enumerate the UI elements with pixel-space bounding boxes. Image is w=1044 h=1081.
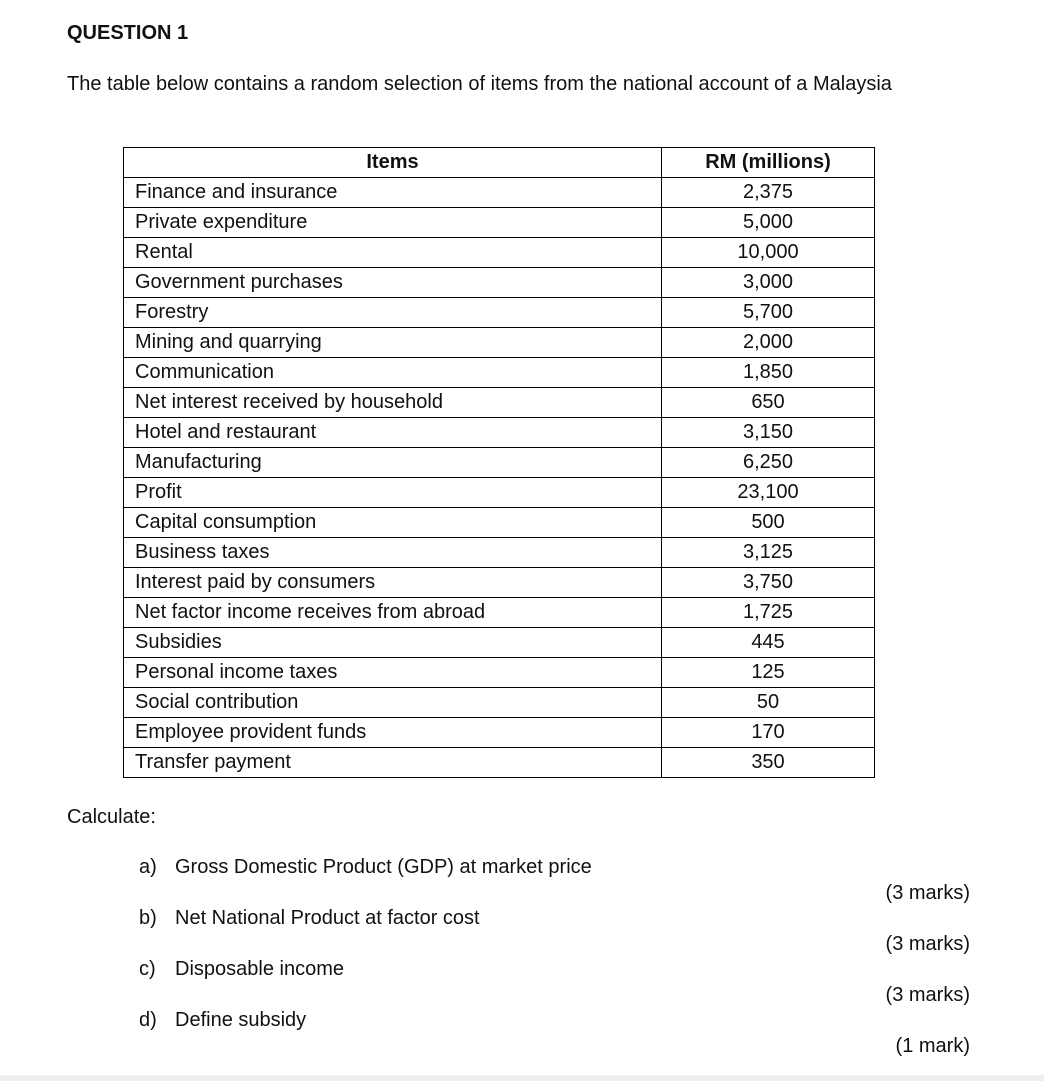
question-item: [139, 1009, 306, 1032]
item-name: Forestry: [124, 298, 662, 328]
national-account-table: [123, 147, 875, 778]
item-value: 3,750: [662, 568, 875, 598]
question-letter: d): [139, 1009, 157, 1031]
table-row: [124, 748, 875, 778]
table-row: [124, 538, 875, 568]
table-row: [124, 718, 875, 748]
table-row: [124, 628, 875, 658]
question-text: Define subsidy: [175, 1009, 307, 1031]
item-value: 3,125: [662, 538, 875, 568]
question-letter: c): [139, 958, 156, 980]
table-row: [124, 508, 875, 538]
item-value: 6,250: [662, 448, 875, 478]
item-name: Hotel and restaurant: [124, 418, 662, 448]
table-row: [124, 178, 875, 208]
table-header-row: [124, 148, 875, 178]
item-value: 23,100: [662, 478, 875, 508]
item-name: Finance and insurance: [124, 178, 662, 208]
question-text: Disposable income: [175, 958, 344, 980]
item-value: 2,000: [662, 328, 875, 358]
calculate-label: Calculate:: [67, 806, 156, 828]
item-value: 50: [662, 688, 875, 718]
question-letter: b): [139, 907, 157, 929]
item-value: 350: [662, 748, 875, 778]
item-value: 5,700: [662, 298, 875, 328]
item-name: Employee provident funds: [124, 718, 662, 748]
question-item: [139, 856, 592, 879]
question-marks: (1 mark): [895, 1035, 970, 1057]
header-items: Items: [124, 148, 662, 178]
item-value: 650: [662, 388, 875, 418]
bottom-edge: [0, 1075, 1044, 1081]
table-row: [124, 388, 875, 418]
item-value: 1,850: [662, 358, 875, 388]
item-name: Government purchases: [124, 268, 662, 298]
item-value: 2,375: [662, 178, 875, 208]
item-value: 3,150: [662, 418, 875, 448]
item-name: Manufacturing: [124, 448, 662, 478]
question-title: QUESTION 1: [67, 22, 189, 44]
item-value: 445: [662, 628, 875, 658]
table-row: [124, 418, 875, 448]
item-name: Subsidies: [124, 628, 662, 658]
item-name: Transfer payment: [124, 748, 662, 778]
intro-text: The table below contains a random selection of items from the national account of a Malaysia: [67, 73, 892, 95]
question-text: Gross Domestic Product (GDP) at market price: [175, 856, 592, 878]
item-value: 500: [662, 508, 875, 538]
item-value: 170: [662, 718, 875, 748]
table-row: [124, 688, 875, 718]
item-value: 3,000: [662, 268, 875, 298]
question-item: [139, 958, 344, 981]
question-item: [139, 907, 480, 930]
item-name: Mining and quarrying: [124, 328, 662, 358]
item-name: Net interest received by household: [124, 388, 662, 418]
table-row: [124, 328, 875, 358]
table-row: [124, 298, 875, 328]
question-marks: (3 marks): [885, 984, 970, 1006]
table-row: [124, 358, 875, 388]
item-value: 10,000: [662, 238, 875, 268]
item-value: 1,725: [662, 598, 875, 628]
table-row: [124, 208, 875, 238]
question-letter: a): [139, 856, 157, 878]
table-row: [124, 568, 875, 598]
item-name: Net factor income receives from abroad: [124, 598, 662, 628]
header-rm-millions: RM (millions): [662, 148, 875, 178]
item-value: 125: [662, 658, 875, 688]
item-name: Social contribution: [124, 688, 662, 718]
item-value: 5,000: [662, 208, 875, 238]
item-name: Private expenditure: [124, 208, 662, 238]
table-row: [124, 658, 875, 688]
question-marks: (3 marks): [885, 882, 970, 904]
table-row: [124, 238, 875, 268]
item-name: Profit: [124, 478, 662, 508]
table-row: [124, 478, 875, 508]
item-name: Capital consumption: [124, 508, 662, 538]
item-name: Communication: [124, 358, 662, 388]
question-text: Net National Product at factor cost: [175, 907, 480, 929]
table-row: [124, 598, 875, 628]
table-row: [124, 268, 875, 298]
item-name: Business taxes: [124, 538, 662, 568]
table-row: [124, 448, 875, 478]
item-name: Rental: [124, 238, 662, 268]
item-name: Personal income taxes: [124, 658, 662, 688]
item-name: Interest paid by consumers: [124, 568, 662, 598]
question-marks: (3 marks): [885, 933, 970, 955]
